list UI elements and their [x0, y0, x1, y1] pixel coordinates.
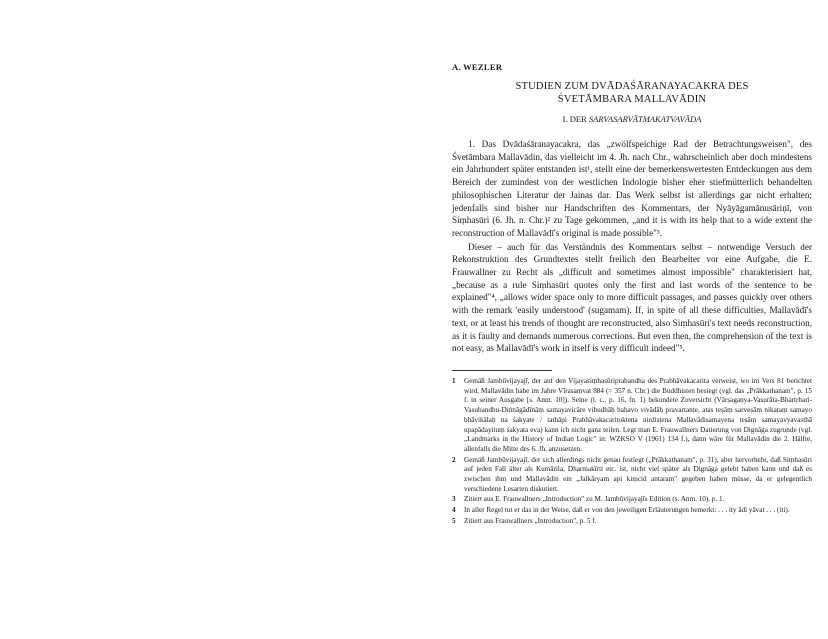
- footnote-number: 3: [452, 495, 456, 504]
- footnote-number: 1: [452, 377, 456, 385]
- footnote: [452, 506, 812, 516]
- footnote: [452, 517, 812, 527]
- footnote: [452, 377, 812, 455]
- footnote: [452, 456, 812, 495]
- body-text: [452, 138, 812, 355]
- footnote-number: 4: [452, 506, 456, 515]
- footnote-text: Gemäß Jambūvijayajī, der auf den Vijayasiṃhasūriprabandha des Prabhāvakacarita verweist, wo im Vers 81 berichtet wird, Mallavādin habe im Jahre Vīrasaṃvat 884 (= 357 n. Chr.) die Buddhisten besiegt (vgl. das „Prākkathanam", p. 15 f. in seiner Ausgabe [s. Anm. 10]). Seine (l. c., p. 16, fn. 1) bekundete Zuversicht (Vārṣagaṇya-Vasurāta-Bhartṛhari-Vasubandhu-Diṅnāgādīnāṃ samayavicāre vibudhāḥ bahavo vivādāḥ pravartante, atas teṣāṃ sarveṣāṃ nikaṭaṃ samayo bhāvikālaḥ na śakyate / tathāpi Prabhāvakacaritoktena nirdiṣṭena Mallavādisamayena teṣāṃ samayavyavasthā upapādayituṃ śakyata eva) kann ich nicht ganz teilen. Legt man E. Frauwallners Datierung von Dignāga zugrunde (vgl. „Landmarks in the History of Indian Logic" in: WZKSO V (1961) 134 f.), dann wäre für Mallavādin die 2. Hälfte, allenfalls die Mitte des 6. Jh. anzusetzen.: [464, 377, 812, 453]
- footnote-text: In aller Regel tut er das in der Weise, daß er von den jeweiligen Erläuterungen bemerkt: . . . ity ādi yāvat . . . (iti).: [464, 506, 790, 515]
- section-name: SARVASARVĀTMAKATVAVĀDA: [588, 114, 702, 124]
- footnote-number: 2: [452, 455, 456, 464]
- footnote-text: Gemäß Jambūvijayajī, der sich allerdings nicht genau festlegt („Prākkathanam", p. 31), aber hervorhebt, daß Siṃhasūri auf jeden Fall älter als Kumārila, Dharmakīrti etc. ist, nicht viel später als Dignāga gelebt haben kann und daß es zwischen ihm und Mallavādin ein „Jalkāryam api kiṃcid antaram" gegeben haben müsse, da er gelegentlich verschiedene Lesarten diskutiert.: [464, 455, 812, 493]
- paragraph: Dieser – auch für das Verständnis des Kommentars selbst – notwendige Versuch der Rekonstruktion des Grundtextes stellt freilich den Bearbeiter vor eine Aufgabe, die E. Frauwallner zu Recht als „difficult and sometimes almost impossible" charakterisiert hat, „because as a rule Siṃhasūri quotes only the first and last words of the sentence to be explained"⁴, „allows wider space only to more difficult passages, and passes quickly over others with the remark 'easily understood' (sugamam). If, in spite of all these difficulties, Mallavādī's text, or at least his trends of thought are reconstructed, also Siṃhasūri's text needs reconstruction, as it is faulty and demands numerous corrections. But even then, the comprehension of the text is not easy, as Mallavādī's work in itself is very difficult indeed"⁵.: [452, 241, 812, 354]
- title-line-2: ŚVETĀMBARA MALLAVĀDIN: [557, 94, 707, 105]
- footnote-text: Zitiert aus Frauwallners „Introduction", p. 5 f.: [464, 516, 597, 525]
- footnote: [452, 495, 812, 505]
- section-number: I. DER: [562, 114, 587, 124]
- footnote-text: Zitiert aus E. Frauwallners „Introduction" zu M. Jambūvijayajīs Edition (s. Anm. 10), p. 1.: [464, 495, 725, 504]
- article-title: [452, 80, 812, 106]
- footnote-number: 5: [452, 516, 456, 525]
- footnote-divider: [452, 370, 552, 371]
- footnotes: [452, 377, 812, 528]
- author-name: A. WEZLER: [452, 62, 503, 72]
- section-heading: [452, 114, 812, 124]
- title-line-1: STUDIEN ZUM DVĀDAŚĀRANAYACAKRA DES: [515, 81, 749, 92]
- paragraph: 1. Das Dvādaśāranayacakra, das „zwölfspeichige Rad der Betrachtungsweisen", des Śvetāmbara Mallavādin, das vielleicht im 4. Jh. nach Chr., wahrscheinlich aber doch mindestens ein Jahrhundert später entstanden ist¹, stellt eine der bemerkenswertesten Entdeckungen aus dem Bereich der zumindest von der westlichen Indologie bisher eher stiefmütterlich behandelten philosophischen Literatur der Jainas dar. Das Werk selbst ist allerdings gar nicht erhalten; jedenfalls sind bisher nur Handschriften des Kommentars, der Nyāyāgamānusāriṇī, von Siṃhasūri (6. Jh. n. Chr.)² zu Tage gekommen, „and it is with its help that to a wide extent the reconstruction of Mallavādī's original is made possible"³.: [452, 139, 812, 238]
